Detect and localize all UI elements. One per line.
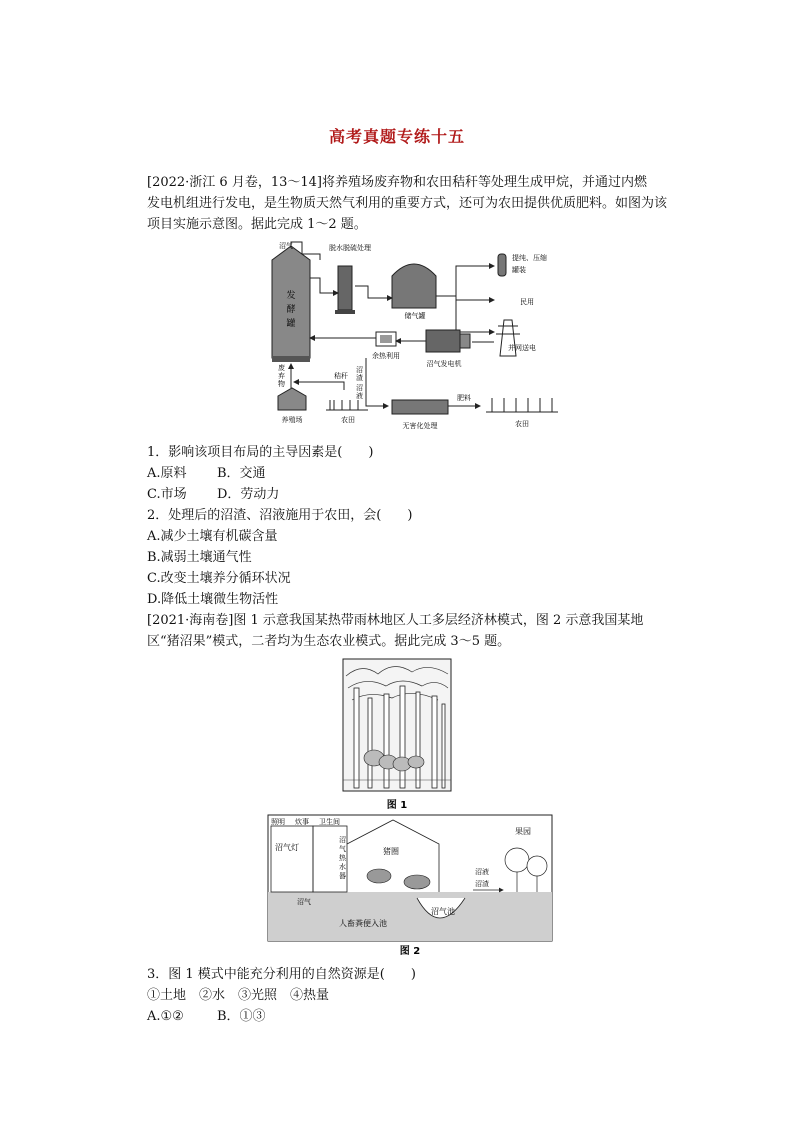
- intro1-line-1: [2022·浙江 6 月卷，13～14]将养殖场废弃物和农田秸秆等处理生成甲烷，并通过内燃: [147, 175, 647, 190]
- liquid-label-1: 沼: [356, 384, 363, 392]
- residue-label-2: 渣: [356, 374, 363, 382]
- fertilizer-label: 肥料: [457, 394, 471, 402]
- generator-label: 沼气发电机: [426, 360, 462, 368]
- q2-option-a: A.减少土壤有机碳含量: [147, 529, 278, 544]
- generator: [426, 330, 470, 352]
- q1-option-b: B．交通: [217, 466, 266, 481]
- biogas-project-diagram: [258, 238, 570, 430]
- toilet-label: 卫生间: [319, 818, 340, 826]
- q1-option-a: A.原料: [147, 466, 187, 481]
- civil-label: 民用: [520, 298, 534, 306]
- q2-option-b: B.减弱土壤通气性: [147, 550, 252, 565]
- fermenter-tank: [272, 246, 310, 362]
- q2-stem: 2．处理后的沼渣、沼液施用于农田，会( ): [147, 508, 413, 523]
- q1-option-c: C.市场: [147, 487, 187, 502]
- heater-label-1: 沼: [339, 836, 346, 844]
- q3-option-a: A.①②: [147, 1009, 184, 1024]
- liquid-label-fig2: 沼液: [475, 868, 489, 876]
- figure2-caption: 图 2: [399, 946, 421, 957]
- liquid-label-2: 液: [356, 392, 363, 400]
- field-crops-2: [486, 398, 558, 412]
- heater-label-5: 器: [339, 872, 346, 880]
- pigsty-label: 猪圈: [383, 847, 399, 856]
- gas-cylinder: [498, 254, 506, 276]
- field2-label: 农田: [515, 420, 529, 428]
- waste-label-2: 弃: [278, 372, 285, 380]
- q1-stem: 1．影响该项目布局的主导因素是( ): [147, 445, 374, 460]
- q1-option-d: D．劳动力: [217, 487, 280, 502]
- harmless-label: 无害化处理: [402, 422, 438, 430]
- field-label: 农田: [341, 416, 355, 424]
- q2-option-c: C.改变土壤养分循环状况: [147, 571, 291, 586]
- pool-label: 沼气池: [431, 907, 455, 916]
- fermenter-label-3: 罐: [286, 319, 296, 329]
- grid-label: 并网送电: [508, 344, 536, 352]
- q3-options: ①土地 ②水 ③光照 ④热量: [147, 988, 330, 1003]
- heater-label-4: 水: [339, 863, 346, 871]
- waste-label-1: 废: [278, 364, 285, 372]
- heater-label-3: 热: [339, 854, 346, 862]
- fermenter-label-1: 发: [286, 291, 296, 301]
- lamp-label: 沼气灯: [275, 843, 299, 852]
- q3-option-b: B．①③: [217, 1009, 266, 1024]
- cooking-label: 炊事: [295, 818, 309, 826]
- q2-option-d: D.降低土壤微生物活性: [147, 592, 279, 607]
- intro2-line-1: [2021·海南卷]图 1 示意我国某热带雨林地区人工多层经济林模式，图 2 示意我国某地: [147, 613, 644, 628]
- intro2-line-2: 区“猪沼果”模式，二者均为生态农业模式。据此完成 3～5 题。: [147, 634, 511, 649]
- residue-label-1: 沼: [356, 366, 363, 374]
- figure1-caption: 图 1: [386, 800, 408, 811]
- purify-label-1: 提纯、压缩: [512, 254, 547, 262]
- lighting-label: 照明: [271, 818, 285, 826]
- intro1-line-2: 发电机组进行发电，是生物质天然气利用的重要方式，还可为农田提供优质肥料。如图为该: [147, 196, 668, 211]
- manure-label: 人畜粪便入池: [339, 919, 387, 928]
- straw-label: 秸秆: [334, 372, 348, 380]
- intro1-line-3: 项目实施示意图。据此完成 1～2 题。: [147, 217, 367, 232]
- farm-label: 养殖场: [281, 416, 303, 424]
- desulfur-unit: [335, 266, 355, 314]
- purify-label-2: 罐装: [512, 266, 526, 274]
- farm-building: [278, 388, 306, 410]
- residue-label-fig2: 沼渣: [475, 880, 489, 888]
- q3-stem: 3．图 1 模式中能充分利用的自然资源是( ): [147, 967, 416, 982]
- storage-label: 储气罐: [404, 312, 426, 320]
- biogas-label-2: 沼气: [297, 898, 311, 906]
- page-title: 高考真题专练十五: [328, 127, 465, 146]
- heat-label: 余热利用: [372, 352, 400, 360]
- pig-biogas-fruit-figure: [267, 814, 553, 960]
- rainforest-figure: [342, 658, 452, 818]
- desulfur-label: 脱水脱硫处理: [329, 244, 371, 252]
- heater-label-2: 气: [339, 845, 346, 853]
- fermenter-label-2: 酵: [286, 305, 296, 315]
- biogas-label: 沼气: [279, 242, 293, 250]
- waste-label-3: 物: [278, 380, 285, 388]
- treatment-pool: [392, 400, 448, 414]
- orchard-label: 果园: [515, 827, 531, 836]
- storage-tank: [392, 264, 436, 308]
- field-crops: [326, 400, 368, 410]
